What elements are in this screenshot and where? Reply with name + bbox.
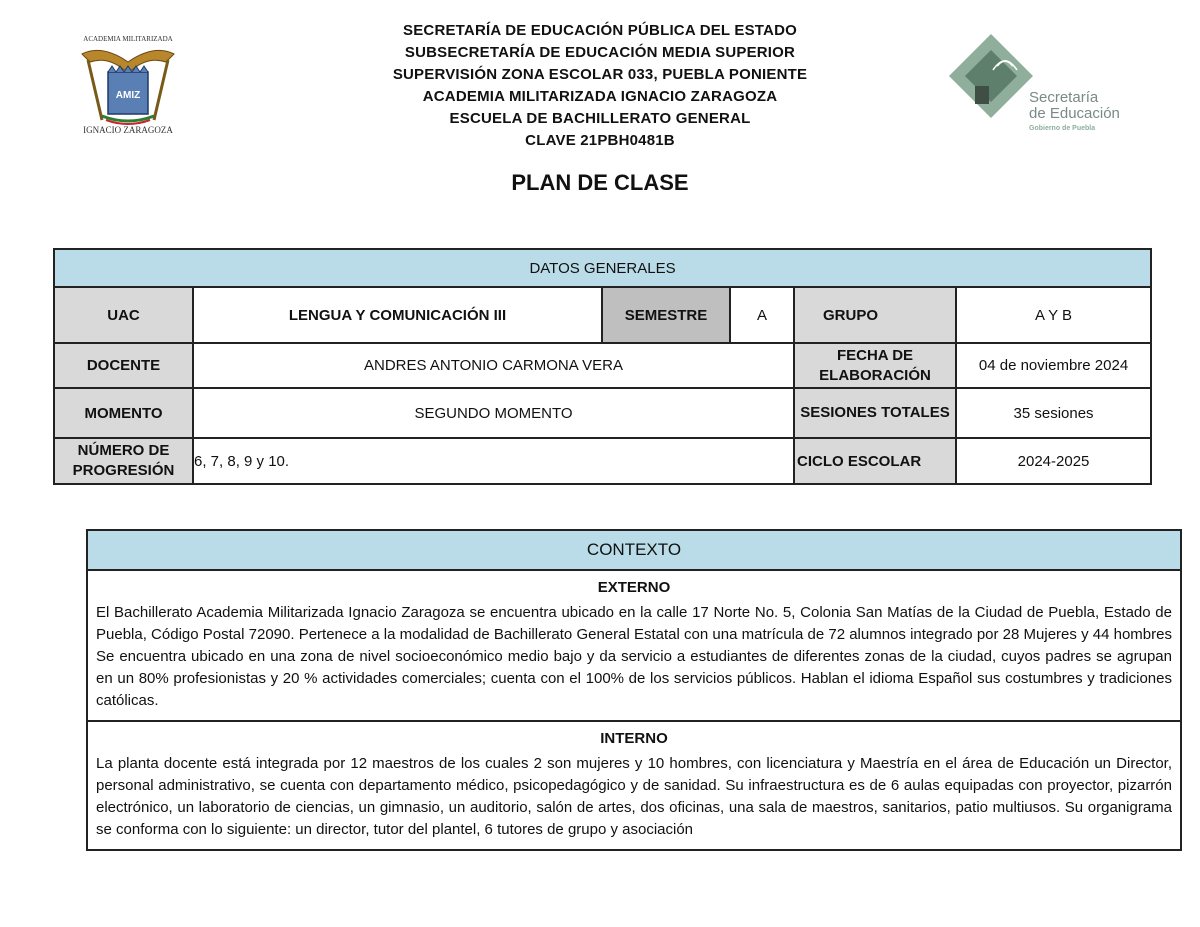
contexto-section <box>86 529 1182 851</box>
header-line: SECRETARÍA DE EDUCACIÓN PÚBLICA DEL ESTADO <box>403 22 797 39</box>
logo-top-text: ACADEMIA MILITARIZADA <box>83 35 173 43</box>
header-line: ACADEMIA MILITARIZADA IGNACIO ZARAGOZA <box>422 88 778 105</box>
semestre-label: SEMESTRE <box>602 287 730 343</box>
fecha-label: FECHA DE ELABORACIÓN <box>794 343 956 388</box>
docente-label: DOCENTE <box>54 343 193 388</box>
academy-logo <box>62 32 194 136</box>
logo-line-1: Secretaría <box>1029 89 1099 106</box>
logo-line-3: Gobierno de Puebla <box>1029 125 1096 132</box>
ciclo-value: 2024-2025 <box>956 438 1151 484</box>
externo-text: El Bachillerato Academia Militarizada Ignacio Zaragoza se encuentra ubicado en la calle 17 Norte No. 5, Colonia San Matías de la Ciudad de Puebla, Estado de Puebla, Código Postal 72090. Pertenece a la modalidad de Bachillerato General Estatal con una matrícula de 72 alumnos integrado por 28 Mujeres y 44 hombres Se encuentra ubicado en una zona de nivel socioeconómico medio bajo y da servicio a estudiantes de diferentes zonas de la ciudad, cuyos padres se agrupan en un 80% profesionistas y 20 % actividades comerciales; cuenta con el 100% de los servicios públicos. Hablan el idioma Español sus costumbres y tradiciones católicas. <box>96 604 1172 709</box>
header-line: ESCUELA DE BACHILLERATO GENERAL <box>449 110 751 127</box>
sesiones-label: SESIONES TOTALES <box>794 388 956 438</box>
page-title: PLAN DE CLASE <box>511 170 689 195</box>
logo-line-2: de Educación <box>1029 105 1120 122</box>
datos-generales-table <box>53 248 1152 485</box>
secretaria-logo <box>945 32 1135 132</box>
progresion-value: 6, 7, 8, 9 y 10. <box>193 438 794 484</box>
header-line: CLAVE 21PBH0481B <box>525 132 675 149</box>
ciclo-label: CICLO ESCOLAR <box>794 438 956 484</box>
sesiones-value: 35 sesiones <box>956 388 1151 438</box>
grupo-label: GRUPO <box>794 287 956 343</box>
interno-title: INTERNO <box>600 730 668 747</box>
uac-value: LENGUA Y COMUNICACIÓN III <box>193 287 602 343</box>
contexto-header: CONTEXTO <box>88 531 1180 571</box>
progresion-label: NÚMERO DE PROGRESIÓN <box>54 438 193 484</box>
fecha-value: 04 de noviembre 2024 <box>956 343 1151 388</box>
header-line: SUBSECRETARÍA DE EDUCACIÓN MEDIA SUPERIOR <box>404 44 796 61</box>
uac-label: UAC <box>54 287 193 343</box>
logo-badge-text: AMIZ <box>115 90 141 101</box>
header-line: SUPERVISIÓN ZONA ESCOLAR 033, PUEBLA PONIENTE <box>392 66 808 83</box>
momento-label: MOMENTO <box>54 388 193 438</box>
semestre-value: A <box>730 287 794 343</box>
interno-text: La planta docente está integrada por 12 maestros de los cuales 2 son mujeres y 10 hombres, con licenciatura y Maestría en el área de Educación un Director, personal administrativo, se cuenta con departamento médico, psicopedagógico y de sanidad. Su infraestructura es de 6 aulas equipadas con proyector, pizarrón electrónico, un laboratorio de ciencias, un gimnasio, un auditorio, salón de artes, dos oficinas, una sala de maestros, sanitarios, patio multiusos. Su organigrama se conforma con lo siguiente: un director, tutor del plantel, 6 tutores de grupo y asociación <box>96 755 1172 838</box>
institution-header <box>300 20 900 152</box>
momento-value: SEGUNDO MOMENTO <box>193 388 794 438</box>
datos-generales-header: DATOS GENERALES <box>54 249 1151 287</box>
logo-bottom-text: IGNACIO ZARAGOZA <box>83 125 173 135</box>
externo-title: EXTERNO <box>597 579 671 596</box>
grupo-value: A Y B <box>956 287 1151 343</box>
docente-value: ANDRES ANTONIO CARMONA VERA <box>193 343 794 388</box>
